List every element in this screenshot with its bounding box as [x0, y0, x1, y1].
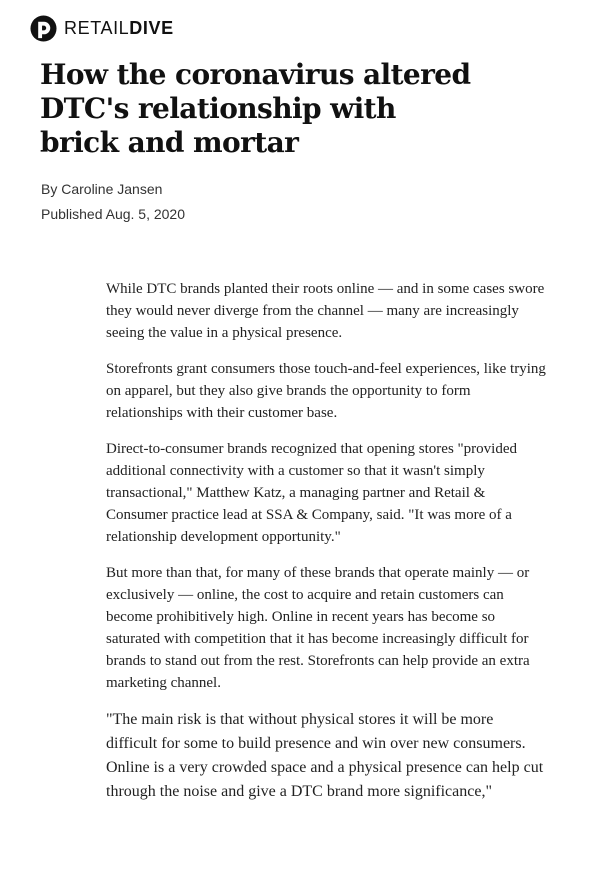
site-logo-wordmark[interactable] [64, 19, 174, 37]
article-byline: By Caroline Jansen [41, 181, 163, 197]
retaildive-logo-icon[interactable] [30, 15, 57, 42]
logo-text-retail: RETAIL [64, 18, 130, 38]
article-published-date: Published Aug. 5, 2020 [41, 206, 186, 222]
site-header [30, 14, 174, 42]
article-body [106, 278, 546, 818]
article-paragraph: Direct-to-consumer brands recognized that opening stores "provided additional connectivity with a customer so that it wasn't simply transactional," Matthew Katz, a managing partner and Retail & Consumer practice lead at SSA & Company, said. "It was more of a relationship development opportunity." [106, 441, 517, 545]
article-paragraph: But more than that, for many of these brands that operate mainly — or exclusively — online, the cost to acquire and retain customers can become prohibitively high. Online in recent years has become so saturated with competition that it has become increasingly difficult for brands to stand out from the rest. Storefronts can help provide an extra marketing channel. [106, 565, 530, 691]
article-pull-quote: "The main risk is that without physical stores it will be more difficult for some to build presence and win over new consumers. Online is a very crowded space and a physical presence can help cut through the noise and give a DTC brand more significance," [106, 711, 544, 800]
logo-text-dive: DIVE [129, 18, 174, 38]
article-paragraph: While DTC brands planted their roots online — and in some cases swore they would never diverge from the channel — many are increasingly seeing the value in a physical presence. [106, 281, 545, 341]
article-paragraph: Storefronts grant consumers those touch-and-feel experiences, like trying on apparel, but they also give brands the opportunity to form relationships with their customer base. [106, 361, 546, 421]
article-headline: How the coronavirus altered DTC's relationship with brick and mortar [40, 58, 471, 159]
